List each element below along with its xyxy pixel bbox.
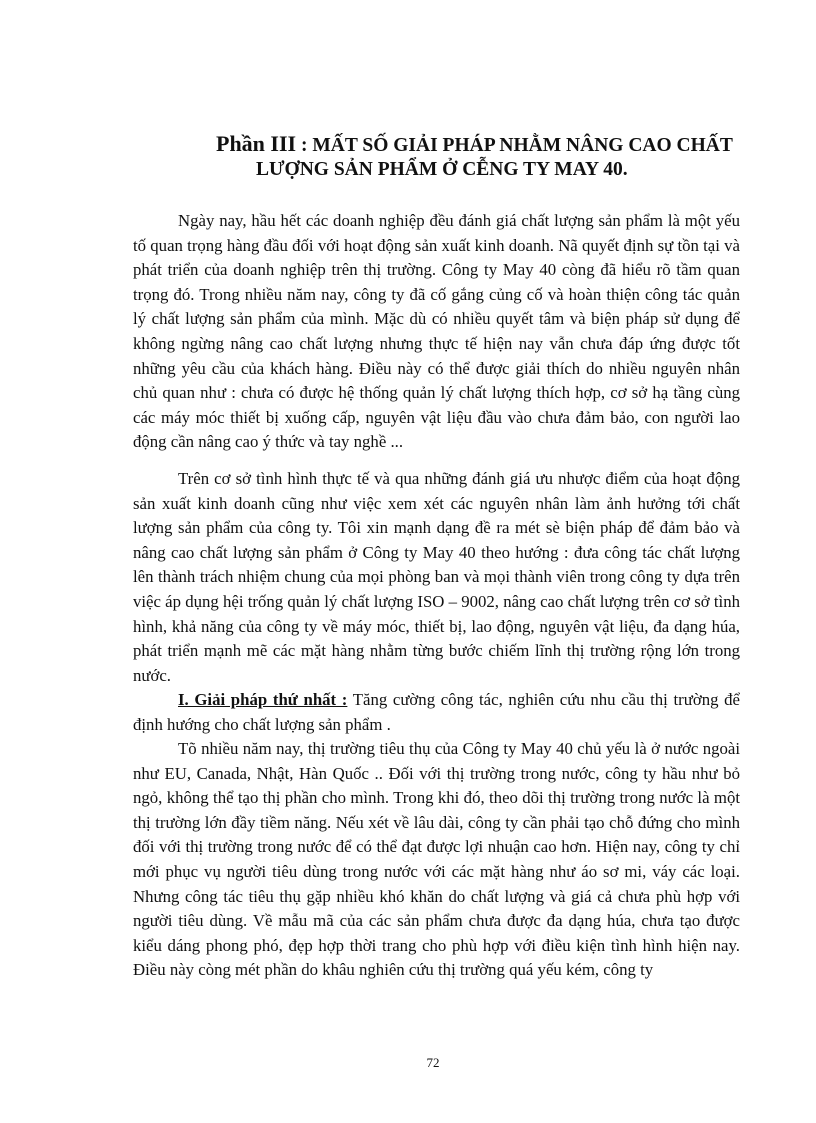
section-1-label: I. Giải pháp thứ nhất :: [178, 690, 348, 709]
paragraph-introduction: Ngày nay, hầu hết các doanh nghiệp đều đánh giá chất lượng sản phẩm là một yếu tố quan trọng hàng đầu đối với hoạt động sản xuất kinh doanh. Nã quyết định sự tồn tại và phát triển của doanh nghiệp trên thị trường. Công ty May 40 còng đã hiểu rõ tầm quan trọng đó. Trong nhiều năm nay, công ty đã cố gắng củng cố và hoàn thiện công tác quản lý chất lượng sản phẩm của mình. Mặc dù có nhiều quyết tâm và biện pháp sử dụng để không ngừng nâng cao chất lượng nhưng thực tế hiện nay vẫn chưa đáp ứng được tốt những yêu cầu của khách hàng. Điều này có thể được giải thích do nhiều nguyên nhân chủ quan như : chưa có được hệ thống quản lý chất lượng thích hợp, cơ sở hạ tầng cùng các máy móc thiết bị xuống cấp, nguyên vật liệu đầu vào chưa đảm bảo, con người lao động cần nâng cao ý thức và tay nghề ...: [133, 211, 740, 452]
heading-title-part-1: : MẤT SỐ GIẢI PHÁP NHẰM NÂNG CAO CHẤT: [296, 135, 733, 156]
page-number: 72: [426, 1055, 440, 1070]
section-1-paragraph: [133, 688, 740, 737]
paragraph-orientation: Trên cơ sở tình hình thực tế và qua những đánh giá ưu nhược điểm của hoạt động sản xuất kinh doanh cũng như việc xem xét các nguyên nhân làm ảnh hưởng tới chất lượng sản phẩm của công ty. Tôi xin mạnh dạng đề ra mét sè biện pháp để đảm bảo và nâng cao chất lượng sản phẩm ở Công ty May 40 theo hướng : đưa công tác chất lượng lên thành trách nhiệm chung của mọi phòng ban và mọi thành viên trong công ty dựa trên việc áp dụng hệi trống quản lý chất lượng ISO – 9002, nâng cao chất lượng trên cơ sở tình hình, khả năng của công ty về máy móc, thiết bị, lao động, nguyên vật liệu, đa dạng húa, phát triển mạnh mẽ các mặt hàng nhằm từng bước chiếm lĩnh thị trường rộng lớn trong nước.: [133, 469, 740, 685]
heading-line-2: LƯỢNG SẢN PHẨM Ở CỄNG TY MAY 40.: [256, 159, 628, 180]
heading-part-label: Phần III: [216, 131, 297, 156]
paragraph-market: Tõ nhiều năm nay, thị trường tiêu thụ của Công ty May 40 chủ yếu là ở nước ngoài như EU, Canada, Nhật, Hàn Quốc .. Đối với thị trường trong nước, công ty hầu như bỏ ngỏ, không thể tạo thị phần cho mình. Trong khi đó, theo dõi thị trường trong nước là một thị trường lớn đầy tiềm năng. Nếu xét về lâu dài, công ty cần phải tạo chỗ đứng cho mình đối với thị trường trong nước để có thể đạt được lợi nhuận cao hơn. Hiện nay, công ty chỉ mới phục vụ người tiêu dùng trong nước với các mặt hàng như áo sơ mi, váy các loại. Nhưng công tác tiêu thụ gặp nhiều khó khăn do chất lượng và giá cả chưa phù hợp với người tiêu dùng. Về mẫu mã của các sản phẩm chưa được đa dạng húa, chưa tạo được kiểu dáng phong phó, đẹp hợp thời trang cho phù hợp với điều kiện tình hình hiện nay. Điều này còng mét phần do khâu nghiên cứu thị trường quá yếu kém, công ty: [133, 739, 740, 980]
section-1-title-text: Tăng cường công tác, nghiên cứu nhu cầu thị trường để định hướng cho chất lượng sản phẩm .: [133, 690, 740, 734]
heading-line-1: [216, 131, 816, 159]
